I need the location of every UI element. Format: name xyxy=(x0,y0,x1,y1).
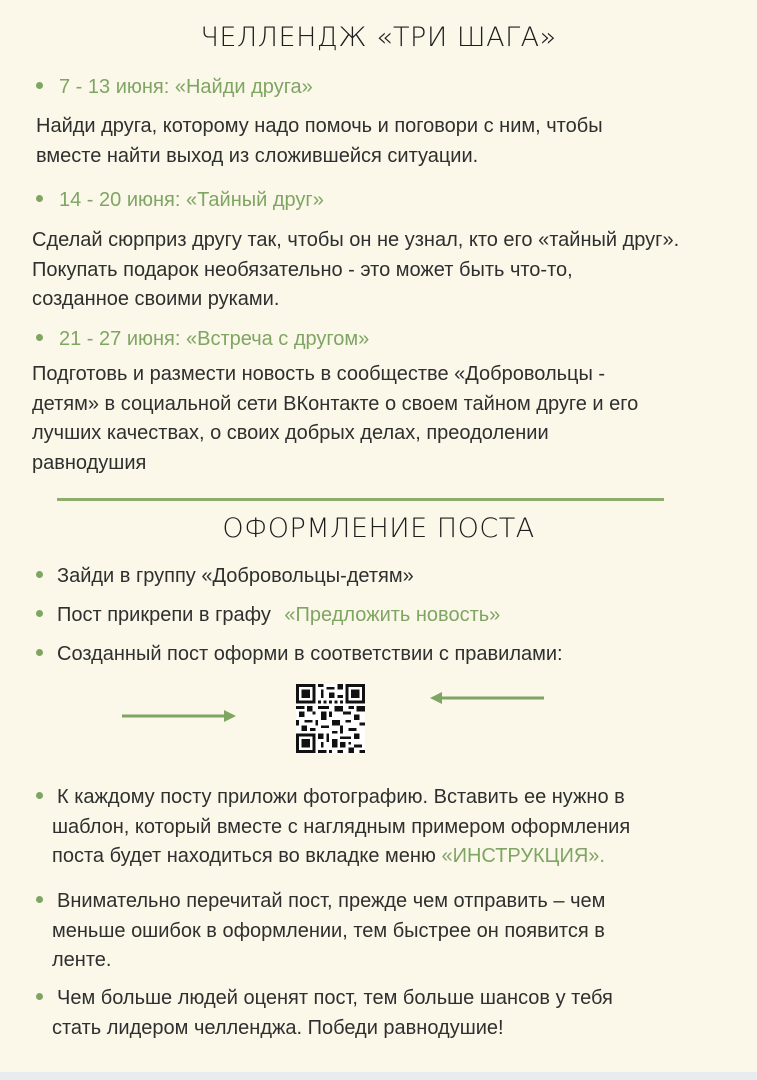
bottom-edge xyxy=(0,1072,757,1080)
instruction-menu-link: «ИНСТРУКЦИЯ». xyxy=(441,845,605,867)
post-item-format: Созданный пост оформи в соответствии с правилами: xyxy=(36,640,563,670)
rule-photo: К каждому посту приложи фотографию. Вставить ее нужно в шаблон, который вместе с наглядным примером оформления поста будет находиться во вкладке меню «ИНСТРУКЦИЯ». xyxy=(36,783,630,872)
post-item-attach: Пост прикрепи в графу «Предложить новость» xyxy=(36,601,500,631)
rule-proofread: Внимательно перечитай пост, прежде чем отправить – чем меньше ошибок в оформлении, тем быстрее он появится в ленте. xyxy=(36,887,605,976)
bullet-icon xyxy=(36,792,43,799)
bullet-icon xyxy=(36,571,43,578)
bullet-icon xyxy=(36,649,43,656)
bullet-icon xyxy=(36,610,43,617)
bullet-icon xyxy=(36,82,43,89)
post-title: ОФОРМЛЕНИЕ ПОСТА xyxy=(222,513,535,544)
suggest-news-link: «Предложить новость» xyxy=(284,604,501,626)
post-item-join-group: Зайди в группу «Добровольцы-детям» xyxy=(36,562,414,592)
step-3-heading: 21 - 27 июня: «Встреча с другом» xyxy=(36,328,369,351)
bullet-icon xyxy=(36,896,43,903)
bullet-icon xyxy=(36,993,43,1000)
rule-leader: Чем больше людей оценят пост, тем больше шансов у тебя стать лидером челленджа. Победи равнодушие! xyxy=(36,984,613,1043)
bullet-icon xyxy=(36,334,43,341)
step-2-heading: 14 - 20 июня: «Тайный друг» xyxy=(36,189,324,212)
challenge-title: ЧЕЛЛЕНДЖ «ТРИ ШАГА» xyxy=(200,22,557,53)
step-1-text: Найди друга, которому надо помочь и поговори с ним, чтобы вместе найти выход из сложившейся ситуации. xyxy=(36,115,603,167)
arrow-left-icon xyxy=(428,689,546,707)
qr-code-icon xyxy=(296,684,365,753)
section-divider xyxy=(57,498,664,501)
step-2-text: Сделай сюрприз другу так, чтобы он не узнал, кто его «тайный друг». Покупать подарок необязательно - это может быть что-то, созданное своими руками. xyxy=(32,229,680,310)
bullet-icon xyxy=(36,195,43,202)
step-1-heading: 7 - 13 июня: «Найди друга» xyxy=(36,76,313,99)
arrow-right-icon xyxy=(120,707,238,725)
step-3-text: Подготовь и размести новость в сообществе «Добровольцы - детям» в социальной сети ВКонтакте о своем тайном друге и его лучших качествах, о своих добрых делах, преодолении равнодушия xyxy=(32,363,639,474)
